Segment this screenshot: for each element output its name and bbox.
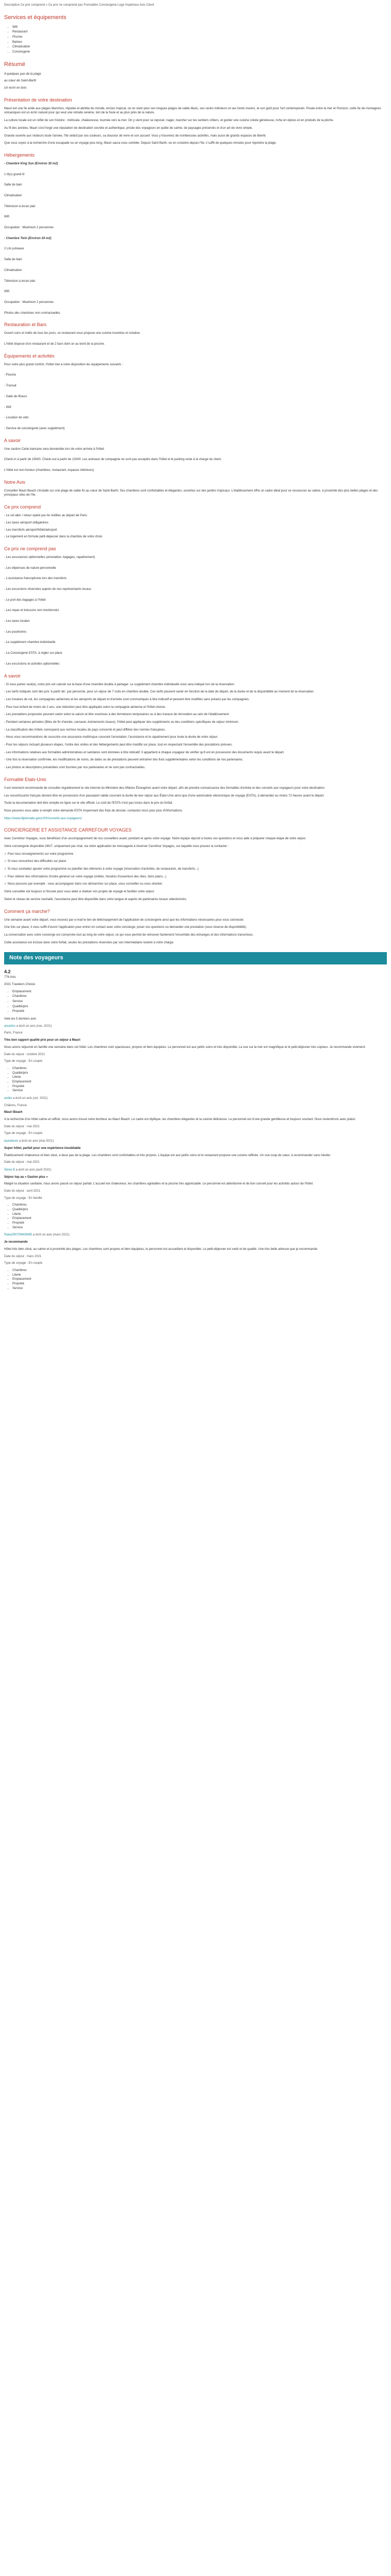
criteria-item: • Qualité/prix (12, 1005, 387, 1009)
formalites-paragraph: Les ressortissants français doivent être en possession d'un passeport valide couvrant la durée de leur séjour aux États-Unis ainsi que d'une autorisation électronique de voyage (ESTA), à demander au moins 72 heures avant le départ. (4, 794, 324, 798)
a-savoir-paragraph: - La classification des hôtels correspond aux normes locales du pays concerné et peut différer des normes françaises. (4, 728, 166, 732)
restauration-title: Restauration et Bars (4, 322, 47, 328)
equipement-item: - Transat (4, 384, 17, 388)
notes-voted: Voté les 5 derniers avis (4, 1018, 37, 1021)
equipement-item: - Location de vélo (4, 416, 29, 420)
ne-prix-line: - La Conciergerie ESTA, à régler sur place (4, 652, 62, 655)
restauration-line: Ouvert soirs et midis de tous les jours, ce restaurant vous propose une cuisine inventive et créative. (4, 332, 141, 335)
formalites-paragraph: Nous pouvons vous aider à remplir votre demande ESTA moyennant des frais de dossier, contactez-nous pour plus d'informations. (4, 809, 183, 812)
ce-prix-line: - Les taxes aéroport obligatoires (4, 521, 48, 524)
room-line: 1 lit(s) grand lit (4, 173, 25, 176)
room-line: Salle de bain (4, 258, 22, 262)
review-title: Très bon rapport qualité prix pour un séjour à Mauri (4, 1039, 80, 1042)
review-place: Paris, France (4, 1031, 23, 1035)
resume-line: Un écrin en bois (4, 87, 27, 90)
hebergements-title: Hébergements (4, 152, 35, 158)
a-savoir-paragraph: - Les horaires de vol, les compagnies aériennes et les aéroports de départ et d'arrivée sont communiqués à titre indicatif et peuvent être modifiés sans préavis par les compagnies. (4, 698, 250, 701)
conciergerie-paragraph: ✓ Pour obtenir des informations d'ordre général sur votre voyage (météo, horaires d'ouverture des sites, bons plans...) (4, 875, 167, 878)
ne-prix-line: - Les dépenses de nature personnelle (4, 566, 56, 570)
avoir-title: A savoir (4, 437, 21, 443)
review-criteria: • Chambres (12, 1203, 387, 1208)
room-line: Télévision à écran plat (4, 205, 36, 208)
services-list (4, 25, 387, 55)
resume-title: Résumé (4, 61, 25, 67)
a-savoir-paragraph: - Une fois la réservation confirmée, les modifications de noms, de dates ou de prestations peuvent entraîner des frais supplémentaires selon les conditions de nos partenaires. (4, 758, 243, 762)
review-text: Hôtel très bien situé, au calme et à proximité des plages. Les chambres sont propres et bien équipées, le personnel est accueillant et disponible. Le petit-déjeuner est varié et de qualité. Une très belle adresse que je recommande. (4, 1247, 318, 1251)
review-criteria: • Emplacement (12, 1080, 387, 1084)
review-stay: Date du séjour : mars 2021 (4, 1255, 42, 1258)
criteria-item: • Service (12, 999, 387, 1004)
a-savoir-paragraph: - Pour tout enfant de moins de 2 ans, une réduction peut être appliquée selon la compagnie aérienne et l'hôtel choisis. (4, 705, 166, 709)
notes-score: 4.2 (4, 969, 11, 975)
conciergerie-paragraph: Votre conciergerie disponible 24h/7, uniquement par chat, via notre application de messagerie à réserver Carrefour Voyages, sur laquelle vous pouvez la contacter : (4, 845, 229, 849)
review-trip: Type de voyage : En famille (4, 1196, 42, 1200)
a-savoir-title: A savoir (4, 673, 21, 679)
review-criteria: • Emplacement (12, 1277, 387, 1282)
ne-prix-line: - Les excursions et activités optionnelles (4, 662, 60, 666)
a-savoir-paragraph: - Nous vous recommandons de souscrire une assurance multirisque couvrant l'annulation, l'assistance et le rapatriement pour toute la durée de votre séjour. (4, 736, 218, 739)
comment-paragraph: Une semaine avant votre départ, vous recevez par e-mail le lien de téléchargement de l'application de conciergerie ainsi que les informations nécessaires pour vous connecter. (4, 918, 245, 922)
review-date: a écrit un avis (mai 2021) (19, 1140, 54, 1143)
conciergerie-paragraph: Votre conseiller est toujours à l'écoute pour vous aider à réaliser vos projets de voyage et faciliter votre séjour. (4, 890, 155, 894)
conciergerie-paragraph: ✓ Si vous rencontrez des difficultés sur place (4, 860, 67, 863)
ne-prix-line: - Le port des bagages à l'hôtel (4, 598, 46, 602)
formalites-link[interactable]: https://www.diplomatie.gouv.fr/fr/conseils-aux-voyageurs/ (4, 817, 82, 820)
review-text: Établissement chaleureux et bien situé, à deux pas de la plage. Les chambres sont confortables et très propres. L'équipe est aux petits soins et le restaurant propose une cuisine raffinée. Un vrai coup de cœur, à recommander sans hésiter. (4, 1154, 331, 1157)
room-line: Climatisation (4, 194, 22, 198)
room-line: - Chambre King Sun (Environ 30 m2) (4, 162, 58, 165)
ce-prix-line: - Le vol aller / retour opéré par Air Antilles au départ de Paris (4, 514, 87, 518)
review-author[interactable]: ancelins (4, 1024, 16, 1028)
review-text: Nous avons séjourné en famille une semaine dans cet hôtel. Les chambres sont spacieuses, propres et bien équipées. Le personnel est aux petits soins et très disponible. La vue sur la mer est magnifique et le petit-déjeuner très copieux. Je recommande vivement. (4, 1045, 366, 1049)
review (4, 1168, 387, 1230)
notes-source: 2021 Travelers Choice (4, 982, 36, 986)
review-stay: Date du séjour : mai 2021 (4, 1161, 40, 1164)
notes-summary (4, 969, 387, 1022)
ne-prix-line: - Les repas et boissons non mentionnés (4, 609, 59, 613)
review-text: Malgré la situation sanitaire, nous avons passé un séjour parfait. L'accueil est chaleureux, les chambres agréables et la piscine très appréciable. Le personnel est attentionné et de bon conseil pour les activités autour de l'hôtel. (4, 1182, 314, 1186)
review (4, 1024, 387, 1093)
formalites-paragraph: Il est vivement recommandé de consulter régulièrement le site internet du Ministère des Affaires Étrangères avant votre départ, afin de prendre connaissance des formalités d'entrée et des conseils aux voyageurs pour votre destination. (4, 786, 325, 790)
review (4, 1139, 387, 1165)
review (4, 1233, 387, 1291)
a-savoir-paragraph: - Les photos et descriptions présentées sont fournies par nos partenaires et ne sont pas contractuelles. (4, 766, 145, 770)
ne-prix-line: - Les assurances optionnelles (annulation, bagages, rapatriement) (4, 555, 95, 559)
review-criteria: • Propreté (12, 1084, 387, 1089)
comment-paragraph: Cette assistance est incluse dans votre forfait, seules les prestations réservées par son intermédiaire restent à votre charge. (4, 941, 174, 944)
a-savoir-paragraph: - Les tarifs indiqués sont des prix 'à partir de', par personne, pour un séjour de 7 nuits en chambre double. Ces tarifs peuvent varier en fonction de la date de départ, de la durée et de la disponibilité au moment de la réservation. (4, 690, 315, 694)
ne-prix-line: - Les taxes locales (4, 620, 30, 623)
ne-prix-line: - Les pourboires (4, 630, 27, 634)
review-author[interactable]: Raka290709409495 (4, 1233, 32, 1237)
review-date: a écrit un avis (nov. 2021) (16, 1024, 52, 1028)
breadcrumb: Description Ce prix comprend » Ce prix ne comprend pas Formalités Conciergerie Loge Impérieux Avis Client (4, 4, 154, 7)
formalites-paragraph: Toute la documentation doit être remplie en ligne sur le site officiel. Le coût de l'ESTA n'est pas inclus dans le prix du forfait. (4, 802, 173, 805)
equipement-item: - Piscine (4, 374, 17, 377)
notes-count: 776 Avis (4, 976, 16, 979)
presentation-title: Présentation de votre destination (4, 97, 72, 103)
presentation-paragraph: Mauri est une île aride aux plages blanches, réputée et abritée du monde, enclos tropical, où on vient pour ses longues plages de sable blanc, ses ravins intérieurs et ses fonds marins, et son goût pour l'art contemporain. Posée entre la mer et l'horizon, cette île de montagnes volcaniques est un écrin naturel pour qui veut une retraite sereine, loin de la foule et au plus près de la nature. (4, 107, 381, 115)
room-line: Télévision à écran plat (4, 279, 36, 283)
review-criteria: • Service (12, 1226, 387, 1230)
a-savoir-paragraph: - Les informations relatives aux formalités administratives et sanitaires sont données à titre indicatif. Il appartient à chaque voyageur de vérifier qu'il est en possession des documents requis avant le départ. (4, 751, 285, 754)
formalites-title: Formalité Etats-Unis (4, 776, 46, 782)
notre-avis-title: Notre Avis (4, 479, 25, 485)
room-line: Wifi (4, 215, 9, 219)
review-stay: Date du séjour : octobre 2021 (4, 1053, 45, 1056)
service-item: • Balneo (12, 40, 387, 45)
review-title: Super hôtel, parfait pour une expérience inoubliable (4, 1146, 81, 1150)
review-date: a écrit un avis (oct. 2021) (13, 1097, 48, 1100)
ce-prix-line: - Le logement en formule petit-déjeuner dans la chambre de votre choix (4, 535, 103, 539)
service-item: • Restaurant (12, 30, 387, 35)
a-savoir-paragraph: - Pour les séjours incluant plusieurs étapes, l'ordre des visites et des hébergements peut être modifié sur place, tout en respectant l'ensemble des prestations prévues. (4, 743, 233, 747)
review (4, 1096, 387, 1136)
review-criteria: • Propreté (12, 1282, 387, 1286)
ne-prix-line: - L'assistance francophone lors des transferts (4, 577, 67, 581)
room-line: Occupation : Maximum 2 personnes (4, 300, 54, 304)
review-criteria: • Service (12, 1089, 387, 1093)
restauration-line: L'hôtel dispose d'un restaurant et de 2 bars dont un au bord de la piscine. (4, 343, 105, 346)
review-criteria: • Qualité/prix (12, 1071, 387, 1076)
service-item: • Conciergerie (12, 50, 387, 55)
review-text: A la recherche d'un hôtel calme et raffiné, nous avons trouvé notre bonheur au Mauri Beach. Le cadre est idyllique, les chambres élégantes et la cuisine délicieuse. Le personnel est d'une grande gentillesse et toujours souriant. Nous reviendrons avec plaisir. (4, 1118, 356, 1122)
presentation-paragraph: Que vous soyez à la recherche d'une escapade ou un voyage plus long, Mauri saura vous combler. Depuis Saint Barth, ou en croisière depuis l'île, il suffit de quelques minutes pour rejoindre la plage. (4, 142, 277, 145)
review-title: Mauri Beach (4, 1111, 23, 1114)
review-date: a écrit un avis (avril 2021) (15, 1168, 52, 1172)
review-trip: Type de voyage : En couple (4, 1132, 43, 1136)
ce-prix-title: Ce prix comprend (4, 504, 41, 510)
services-title: Services et équipements (4, 14, 67, 21)
conciergerie-paragraph: ✓ Nous pouvons par exemple : vous accompagner dans vos démarches sur place, vous conseiller ou vous orienter. (4, 883, 163, 886)
avoir-line: L'hôtel est non-fumeur (chambres, restaurant, espaces intérieurs). (4, 468, 95, 472)
notes-criteria (4, 990, 387, 1014)
comment-paragraph: La conversation avec votre concierge est conservée tout au long de votre séjour, ce qui vous permet de retrouver facilement l'ensemble des échanges et des informations transmises. (4, 933, 254, 937)
conciergerie-paragraph: ✓ Si vous souhaitez ajouter votre programme ou planifier des éléments à votre voyage (réservation d'activités, de restaurants, de transferts...) (4, 868, 199, 871)
equipement-item: - Salle de fitness (4, 395, 27, 398)
review-author[interactable]: Steve B (4, 1168, 15, 1172)
review-criteria: • Chambres (12, 1066, 387, 1071)
room-line: 2 Lits jumeaux (4, 247, 24, 251)
review-criteria: • Literie (12, 1273, 387, 1278)
conciergerie-paragraph: Selon le niveau de service souhaité, l'assistance peut être disponible dans votre langue et auprès de partenaires locaux sélectionnés. (4, 897, 187, 901)
conciergerie-paragraph: Avec Carrefour Voyages, vous bénéficiez d'un accompagnement de nos conseillers avant, pendant et après votre voyage. Notre équipe répond à toutes vos questions et vous aide à préparer chaque étape de votre séjour. (4, 837, 306, 841)
review-criteria: • Literie (12, 1075, 387, 1080)
criteria-item: • Propreté (12, 1009, 387, 1014)
resume-line: 4 quelques pas de la plage (4, 72, 41, 76)
review-author[interactable]: laurafaure (4, 1140, 19, 1143)
review-criteria: • Qualité/prix (12, 1208, 387, 1212)
criteria-item: • Chambres (12, 994, 387, 999)
presentation-paragraph: Grande ouverte aux visiteurs toute l'année, l'île séduit par ses couleurs, sa douceur de vivre et son accueil. Vous y trouverez de nombreuses activités, mais aussi de grands espaces de liberté. (4, 134, 267, 138)
review-trip: Type de voyage : En couple (4, 1262, 43, 1265)
room-line: Climatisation (4, 268, 22, 272)
review-title: Séjour top au « Gaston plus » (4, 1175, 48, 1179)
review-criteria: • Service (12, 1286, 387, 1291)
room-line: Wifi (4, 290, 9, 294)
review-trip: Type de voyage : En couple (4, 1060, 43, 1063)
room-line: - Chambre Twin (Environ 24 m2) (4, 236, 52, 240)
equipement-item: - Wifi (4, 405, 11, 409)
equipements-intro: Pour votre plus grand confort, l'hôtel met à votre disposition les équipements suivants : (4, 363, 123, 366)
avoir-line: Check-in à partir de 15h00. Check-out à partir de 12h00. Les animaux de compagnie ne sont pas acceptés dans l'hôtel et le parking reste à la charge du client. (4, 458, 222, 462)
comment-paragraph: Une fois sur place, il vous suffit d'ouvrir l'application pour entrer en contact avec votre concierge, poser vos questions ou demander une prestation (sous réserve de disponibilité). (4, 926, 247, 929)
criteria-item: • Emplacement (12, 990, 387, 994)
presentation-paragraph: Au fil des années, Mauri s'est forgé une réputation de destination secrète et authentique, prisée des voyageurs en quête de calme, de paysages préservés et d'un art de vivre simple. (4, 126, 253, 130)
service-item: • Piscine (12, 35, 387, 40)
review-criteria: • Chambres (12, 1268, 387, 1273)
notes-title: Note des voyageurs (4, 952, 387, 964)
review-criteria: • Literie (12, 1212, 387, 1217)
review-criteria: • Emplacement (12, 1216, 387, 1221)
room-line: Salle de bain (4, 183, 22, 187)
a-savoir-paragraph: - Les prestations proposées peuvent varier selon la saison et être soumises à des fermetures temporaires ou à des travaux de rénovation au sein de l'établissement. (4, 713, 230, 717)
ne-prix-title: Ce prix ne comprend pas (4, 546, 56, 551)
review-author[interactable]: andre (4, 1097, 12, 1100)
ne-prix-line: - Le supplément chambre individuelle (4, 641, 56, 645)
review-stay: Date du séjour : mai 2021 (4, 1125, 40, 1128)
review-title: Je recommande (4, 1241, 28, 1244)
avoir-line: Une caution Carte bancaire sera demandée lors de votre arrivée à l'hôtel. (4, 447, 105, 451)
conciergerie-paragraph: ✓ Pour tous renseignements sur votre programme (4, 852, 74, 856)
review-criteria: • Propreté (12, 1221, 387, 1226)
comment-title: Comment ça marche? (4, 908, 50, 914)
ce-prix-line: - Les transferts aéroport/hôtel/aéroport (4, 528, 57, 532)
room-line: Occupation : Maximum 2 personnes (4, 226, 54, 230)
equipement-item: - Service de conciergerie (avec supplément) (4, 427, 65, 430)
conciergerie-title: CONCIERGERIE ET ASSISTANCE CARREFOUR VOYAGES (4, 827, 132, 833)
service-item: • Climatisation (12, 45, 387, 49)
ne-prix-line: - Les excursions réservées auprès de nos représentants locaux (4, 588, 91, 591)
room-note: Photos des chambres non contractuelles. (4, 311, 61, 315)
a-savoir-paragraph: - Pendant certaines périodes (fêtes de fin d'année, carnaval, événements locaux), l'hôtel peut appliquer des suppléments ou des conditions spécifiques de séjour minimum. (4, 720, 239, 724)
review-date: a écrit un avis (mars 2021) (32, 1233, 70, 1237)
equipements-title: Équipements et activités (4, 353, 55, 359)
presentation-paragraph: La culture locale est un reflet de son histoire : métissée, chaleureuse, tournée vers la mer. On y vient pour se reposer, nager, marcher sur les sentiers côtiers, et goûter une cuisine créole généreuse, riche en épices et en produits de la pêche. (4, 119, 334, 123)
a-savoir-paragraph: - Si vous partez seul(e), notre prix est calculé sur la base d'une chambre double à partager. Le supplément chambre individuelle vous sera indiqué lors de la réservation. (4, 683, 235, 686)
service-item: • Wifi (12, 25, 387, 30)
review-place: Châlons, France (4, 1104, 27, 1107)
notre-avis-text: Conseiller Mauri Beach s'installe sur une plage de sable fin au cœur de Saint-Barth. Ses chambres sont confortables et élégantes, ouvertes sur des jardins tropicaux. L'établissement offre un cadre idéal pour se ressourcer au calme, à proximité des plus belles plages et des principaux sites de l'île. (4, 489, 378, 497)
resume-line: au cœur de Saint-Barth (4, 79, 37, 83)
review-stay: Date du séjour : avril 2021 (4, 1189, 41, 1193)
